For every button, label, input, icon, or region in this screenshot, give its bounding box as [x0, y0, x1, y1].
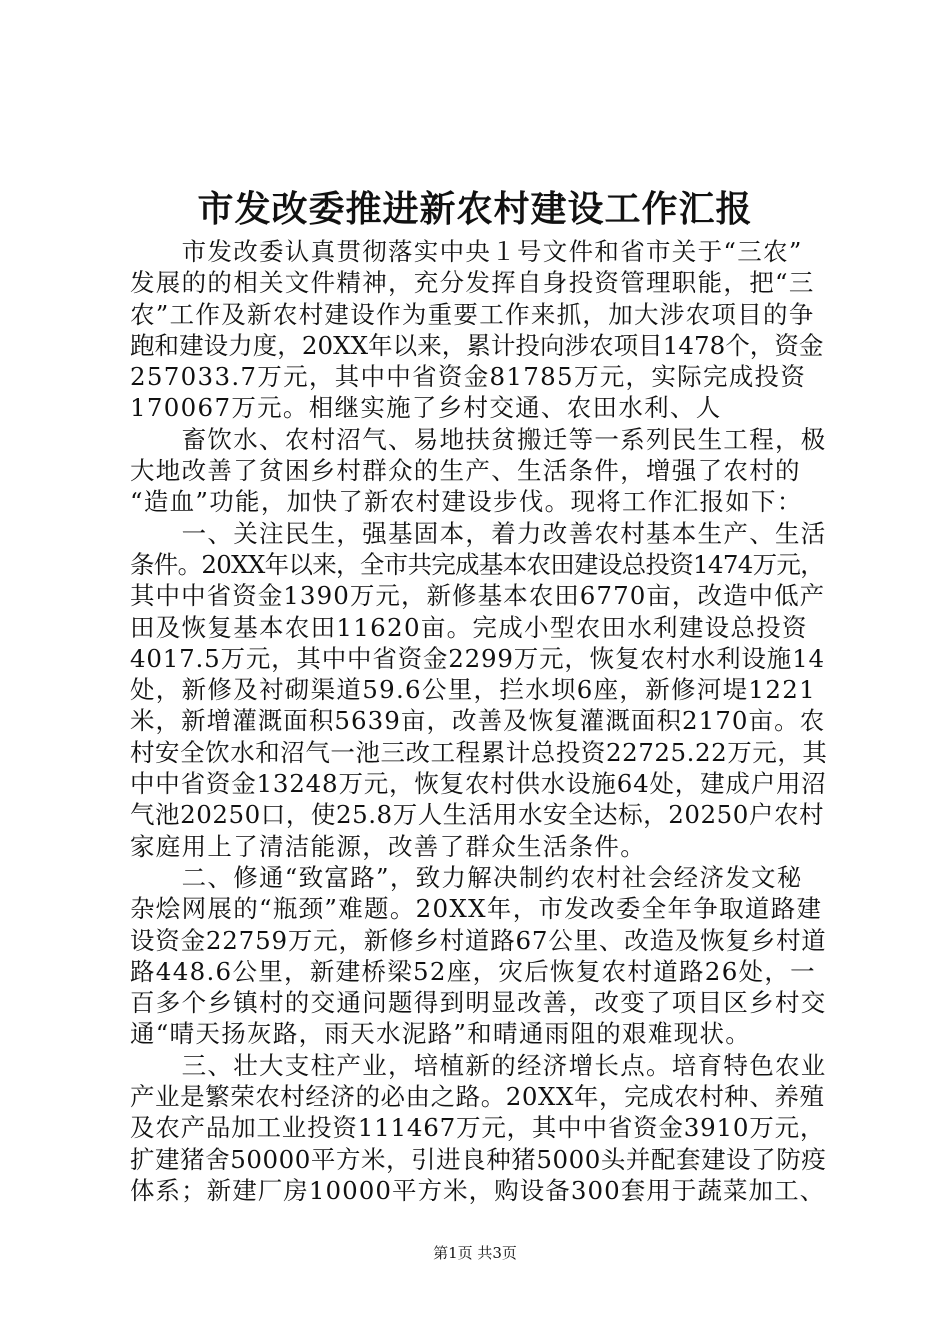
text-line: “造血”功能，加快了新农村建设步伐。现将工作汇报如下：	[130, 487, 803, 517]
text-line: 处，新修及衬砌渠道59.6公里，拦水坝6座，新修河堤1221	[130, 675, 816, 705]
text-line: 气池20250口，使25.8万人生活用水安全达标，20250户农村	[130, 800, 825, 830]
text-line: 扩建猪舍50000平方米，引进良种猪5000头并配套建设了防疫	[130, 1144, 827, 1174]
text-line: 257033.7万元，其中中省资金81785万元，实际完成投资	[130, 362, 807, 392]
text-line: 村安全饮水和沼气一池三改工程累计总投资22725.22万元，其	[130, 737, 828, 767]
text-line: 三、壮大支柱产业，培植新的经济增长点。培育特色农业	[130, 1050, 827, 1080]
text-line: 4017.5万元，其中中省资金2299万元，恢复农村水利设施14	[130, 643, 825, 673]
text-line: 大地改善了贫困乡村群众的生产、生活条件，增强了农村的	[130, 456, 801, 486]
text-line: 通“晴天扬灰路，雨天水泥路”和晴通雨阻的艰难现状。	[130, 1019, 752, 1049]
text-line: 田及恢复基本农田11620亩。完成小型农田水利建设总投资	[130, 612, 808, 642]
text-line: 跑和建设力度，20XX年以来，累计投向涉农项目1478个，资金	[130, 330, 824, 360]
text-line: 其中中省资金1390万元，新修基本农田6770亩，改造中低产	[130, 581, 826, 611]
text-line: 条件。20XX年以来，全市共完成基本农田建设总投资1474万元，	[130, 549, 825, 579]
text-line: 一、关注民生，强基固本，着力改善农村基本生产、生活	[130, 518, 827, 548]
page-footer: 第1页 共3页	[433, 1244, 517, 1262]
text-line: 路448.6公里，新建桥梁52座，灾后恢复农村道路26处，一	[130, 956, 816, 986]
text-line: 杂烩网展的“瓶颈”难题。20XX年，市发改委全年争取道路建	[130, 894, 823, 924]
document-title: 市发改委推进新农村建设工作汇报	[197, 188, 753, 230]
text-line: 市发改委认真贯彻落实中央１号文件和省市关于“三农”	[130, 237, 803, 266]
text-line: 产业是繁荣农村经济的必由之路。20XX年，完成农村种、养殖	[130, 1082, 825, 1112]
text-line: 及农产品加工业投资111467万元，其中中省资金3910万元，	[130, 1113, 826, 1143]
text-line: 二、修通“致富路”，致力解决制约农村社会经济发文秘	[130, 862, 803, 892]
document-body	[130, 236, 830, 1206]
text-line: 农”工作及新农村建设作为重要工作来抓，加大涉农项目的争	[130, 299, 815, 329]
text-line: 米，新增灌溉面积5639亩，改善及恢复灌溉面积2170亩。农	[130, 706, 826, 736]
text-line: 家庭用上了清洁能源，改善了群众生活条件。	[130, 831, 646, 861]
text-line: 发展的的相关文件精神，充分发挥自身投资管理职能，把“三	[130, 268, 815, 298]
text-line: 中中省资金13248万元，恢复农村供水设施64处，建成户用沼	[130, 769, 827, 799]
text-line: 设资金22759万元，新修乡村道路67公里、改造及恢复乡村道	[130, 925, 827, 955]
text-line: 百多个乡镇村的交通问题得到明显改善，改变了项目区乡村交	[130, 988, 827, 1018]
text-line: 体系；新建厂房10000平方米，购设备300套用于蔬菜加工、	[130, 1175, 826, 1205]
text-line: 畜饮水、农村沼气、易地扶贫搬迁等一系列民生工程，极	[130, 424, 827, 454]
text-line: 170067万元。相继实施了乡村交通、农田水利、人	[130, 393, 722, 423]
